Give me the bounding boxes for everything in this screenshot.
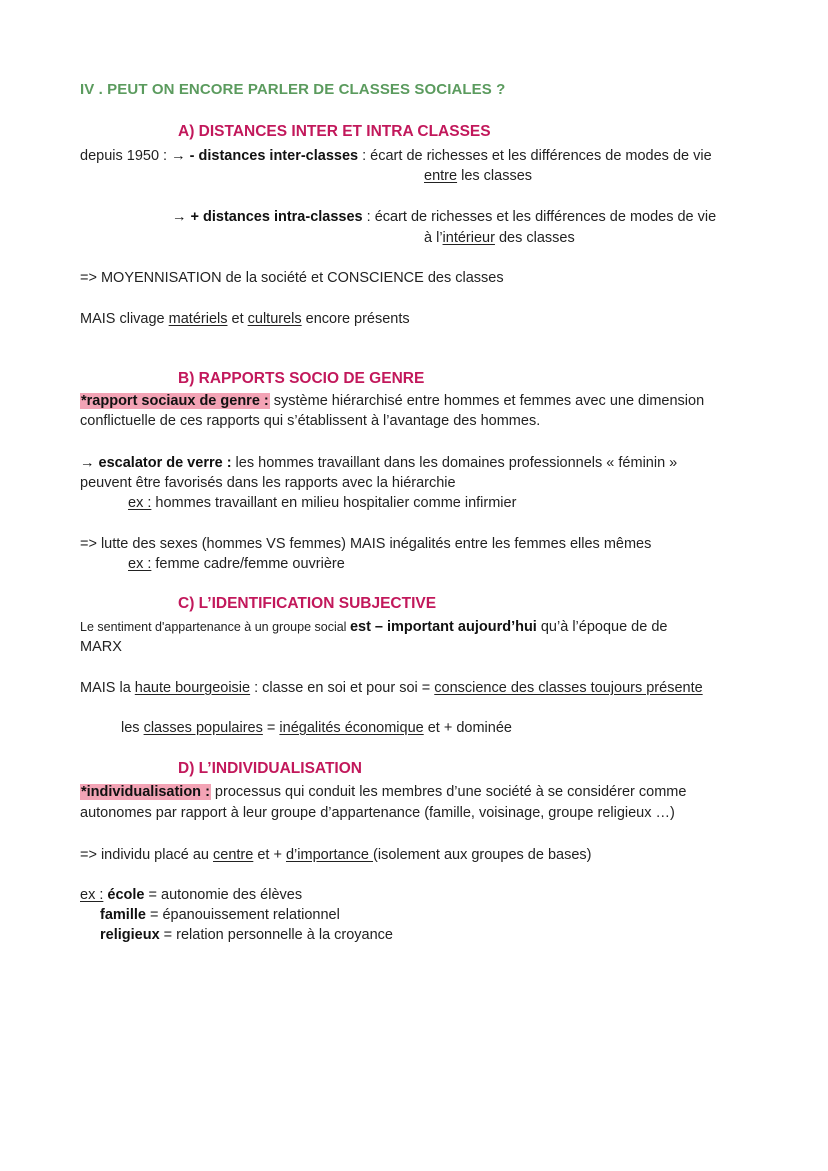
section-a-line-4: à l’intérieur des classes	[424, 230, 575, 246]
page-title: IV . PEUT ON ENCORE PARLER DE CLASSES SOCIALES ?	[80, 81, 506, 98]
section-a-line-5: => MOYENNISATION de la société et CONSCIENCE des classes	[80, 270, 504, 286]
section-b-lutte: => lutte des sexes (hommes VS femmes) MAIS inégalités entre les femmes elles mêmes	[80, 536, 652, 552]
definition-term-highlight: *individualisation :	[81, 784, 210, 800]
section-d-line-3: => individu placé au centre et + d’importance (isolement aux groupes de bases)	[80, 847, 592, 863]
section-b-definition-cont: conflictuelle de ces rapports qui s’établissent à l’avantage des hommes.	[80, 413, 541, 429]
section-d-definition-cont: autonomes par rapport à leur groupe d’appartenance (famille, voisinage, groupe religieux …)	[80, 805, 675, 821]
section-c-line-3: MAIS la haute bourgeoisie : classe en soi et pour soi = conscience des classes toujours présente	[80, 680, 703, 696]
section-b-escalator: → escalator de verre : les hommes travaillant dans les domaines professionnels « féminin »	[80, 455, 678, 471]
section-a-line-2: entre les classes	[424, 168, 533, 184]
definition-term-highlight: *rapport sociaux de genre :	[81, 393, 269, 409]
section-d-definition: *individualisation : processus qui conduit les membres d’une société à se considérer comme	[81, 784, 687, 800]
section-b-definition: *rapport sociaux de genre : système hiérarchisé entre hommes et femmes avec une dimension	[81, 393, 705, 409]
section-d-heading: D) L’INDIVIDUALISATION	[178, 760, 362, 777]
section-b-example-1: ex : hommes travaillant en milieu hospitalier comme infirmier	[128, 495, 517, 511]
section-c-line-2: MARX	[80, 639, 122, 655]
section-b-heading: B) RAPPORTS SOCIO DE GENRE	[178, 370, 425, 387]
section-b-escalator-cont: peuvent être favorisés dans les rapports avec la hiérarchie	[80, 475, 456, 491]
section-d-example-3: religieux = relation personnelle à la croyance	[100, 927, 393, 943]
section-c-heading: C) L’IDENTIFICATION SUBJECTIVE	[178, 595, 437, 612]
section-a-line-6: MAIS clivage matériels et culturels encore présents	[80, 311, 410, 327]
section-c-line-4: les classes populaires = inégalités économique et + dominée	[121, 720, 512, 736]
section-d-example-1: ex : école = autonomie des élèves	[80, 887, 303, 903]
section-c-line-1: Le sentiment d'appartenance à un groupe social est – important aujourd’hui qu’à l’époque de de	[80, 619, 668, 635]
section-a-heading: A) DISTANCES INTER ET INTRA CLASSES	[178, 123, 491, 140]
section-a-line-3: → + distances intra-classes : écart de richesses et les différences de modes de vie	[172, 209, 717, 225]
section-a-line-1: depuis 1950 : → - distances inter-classes : écart de richesses et les différences de modes de vie	[80, 148, 712, 164]
section-d-example-2: famille = épanouissement relationnel	[100, 907, 340, 923]
section-b-example-2: ex : femme cadre/femme ouvrière	[128, 556, 345, 572]
